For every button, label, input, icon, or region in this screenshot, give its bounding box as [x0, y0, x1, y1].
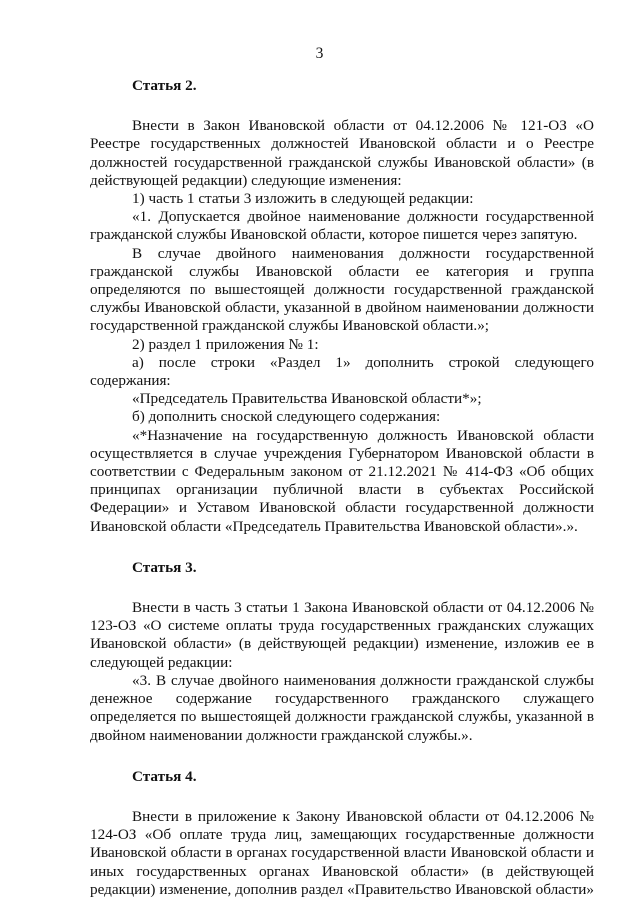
- article-2-paragraph: В случае двойного наименования должности государственной гражданской службы Ивановской области ее категория и группа определяются по вышестоящей должности государственной гражданской службы Ивановской области, указанной в двойном наименовании должности государственной гражданской службы Ивановской области.»;: [90, 244, 594, 335]
- article-2-paragraph: «Председатель Правительства Ивановской области*»;: [132, 390, 482, 408]
- article-2-paragraph: 2) раздел 1 приложения № 1:: [132, 335, 319, 353]
- article-2-paragraph: «1. Допускается двойное наименование должности государственной гражданской службы Ивановской области, которое пишется через запятую.: [90, 208, 594, 244]
- article-4-paragraph: Внести в приложение к Закону Ивановской области от 04.12.2006 № 124-ОЗ «Об оплате труда лиц, замещающих государственные должности Ивановской области в органах государственной власти Ивановской области и иных государственных органах Ивановской области» (в действующей редакции) изменение, дополнив раздел «Правительство Ивановской области»: [90, 807, 594, 898]
- article-2-paragraph: а) после строки «Раздел 1» дополнить строкой следующего содержания:: [90, 353, 594, 390]
- article-3-paragraph: Внести в часть 3 статьи 1 Закона Ивановской области от 04.12.2006 № 123-ОЗ «О системе оплаты труда государственных гражданских служащих Ивановской области» (в действующей редакции) изменение, изложив ее в следующей редакции:: [90, 599, 594, 671]
- article-2-paragraph: б) дополнить сноской следующего содержания:: [132, 408, 441, 426]
- article-2-paragraph: «*Назначение на государственную должность Ивановской области осуществляется в случае учреждения Губернатором Ивановской области в соответствии с Федеральным законом от 21.12.2021 № 414-ФЗ «Об общих принципах организации публичной власти в субъектах Российской Федерации» и Уставом Ивановской области государственной должности Ивановской области «Председатель Правительства Ивановской области».».: [90, 426, 594, 535]
- article-2-heading: Статья 2.: [132, 77, 197, 94]
- article-3-heading: Статья 3.: [132, 558, 197, 576]
- article-3-paragraph: «3. В случае двойного наименования должности гражданской службы денежное содержание государственного гражданского служащего определяется по вышестоящей должности гражданской службы, указанной в двойном наименовании должности гражданской службы.».: [90, 671, 594, 744]
- page-number: 3: [315, 45, 324, 62]
- document-body: [90, 77, 594, 899]
- article-4-heading: Статья 4.: [132, 767, 197, 785]
- article-2-paragraph: Внести в Закон Ивановской области от 04.12.2006 № 121-ОЗ «О Реестре государственных должностей Ивановской области и о Реестре должностей государственной гражданской службы Ивановской области» (в действующей редакции) следующие изменения:: [90, 117, 594, 189]
- article-2-paragraph: 1) часть 1 статьи 3 изложить в следующей редакции:: [132, 190, 474, 208]
